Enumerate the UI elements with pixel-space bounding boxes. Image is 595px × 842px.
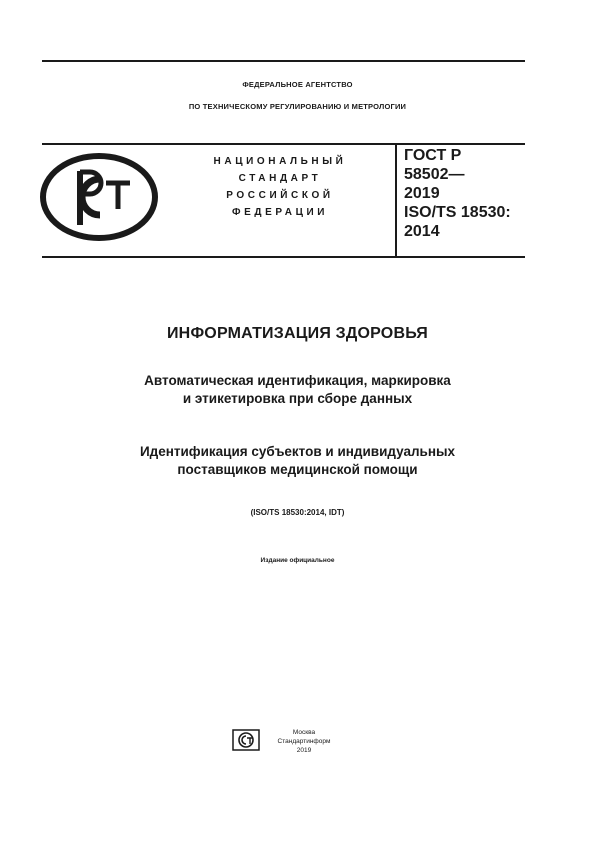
agency-line-1: ФЕДЕРАЛЬНОЕ АГЕНТСТВО: [242, 80, 353, 89]
standard-type: [190, 153, 370, 221]
subtitle-2-line-2: поставщиков медицинской помощи: [177, 462, 418, 477]
identification-rule: [42, 256, 525, 258]
rst-logo-icon: [40, 153, 158, 241]
subtitle-1-line-1: Автоматическая идентификация, маркировка: [144, 373, 451, 388]
subtitle-2: [0, 443, 595, 479]
standartinform-logo-icon: [232, 729, 260, 751]
edition-label: Издание официальное: [260, 557, 335, 564]
designation-line-2: 58502—: [404, 166, 465, 183]
header-rule: [42, 143, 525, 145]
designation-line-3: 2019: [404, 185, 440, 202]
subtitle-1-line-2: и этикетировка при сборе данных: [182, 391, 413, 406]
imprint-city: Москва: [292, 729, 316, 736]
imprint-publisher: Стандартинформ: [277, 738, 331, 745]
imprint: [262, 728, 346, 755]
standard-type-line-1: НАЦИОНАЛЬНЫЙ: [213, 156, 347, 167]
designation-line-5: 2014: [404, 223, 440, 240]
iso-reference: (ISO/TS 18530:2014, IDT): [250, 508, 345, 517]
standard-type-line-2: СТАНДАРТ: [238, 173, 322, 184]
subtitle-2-line-1: Идентификация субъектов и индивидуальных: [139, 444, 456, 459]
designation-line-4: ISO/TS 18530:: [404, 204, 511, 221]
top-rule: [42, 60, 525, 62]
subtitle-1: [0, 372, 595, 408]
standard-designation: [404, 146, 511, 241]
designation-separator: [395, 144, 397, 257]
standard-type-line-3: РОССИЙСКОЙ: [226, 190, 334, 201]
imprint-year: 2019: [296, 747, 312, 754]
agency-line-2: ПО ТЕХНИЧЕСКОМУ РЕГУЛИРОВАНИЮ И МЕТРОЛОГИИ: [188, 102, 407, 111]
main-title: ИНФОРМАТИЗАЦИЯ ЗДОРОВЬЯ: [166, 325, 428, 342]
designation-line-1: ГОСТ Р: [404, 147, 462, 164]
standard-type-line-4: ФЕДЕРАЦИИ: [231, 207, 329, 218]
